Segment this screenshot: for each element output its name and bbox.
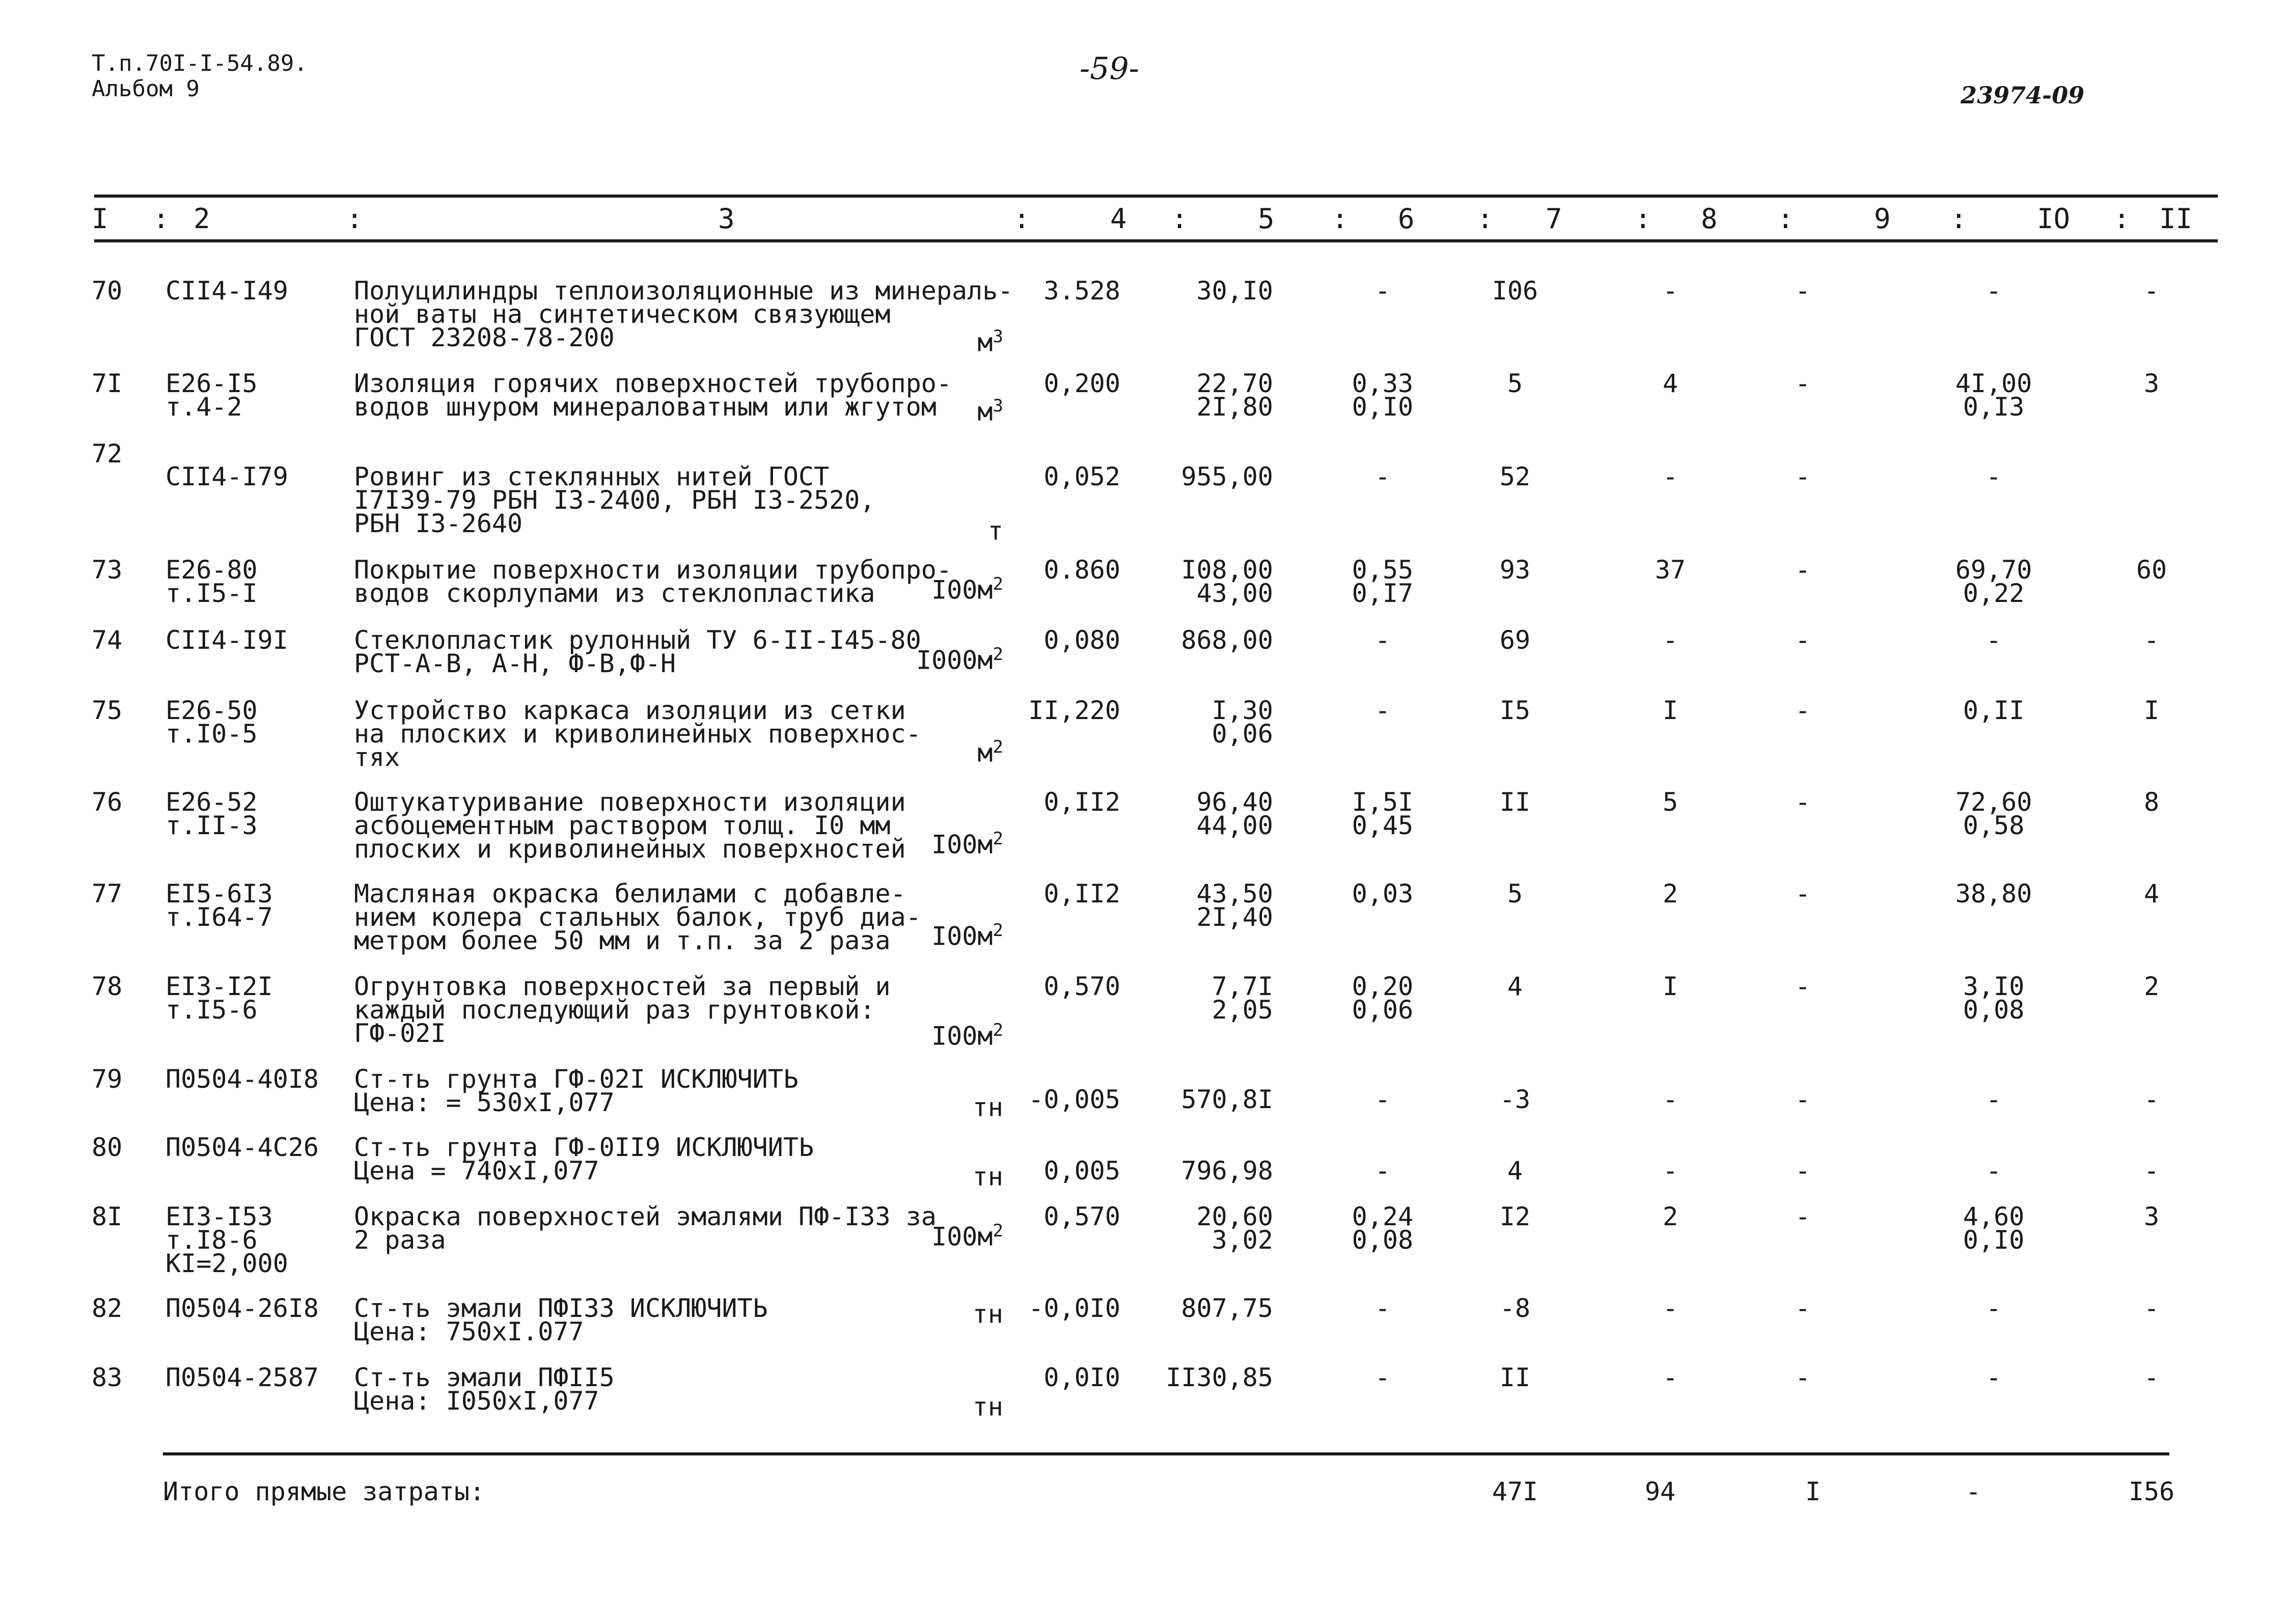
col-6-value: -	[1374, 625, 1391, 655]
work-description: Покрытие поверхности изоляции трубопро- водов скорлупами из стеклопластика	[354, 555, 952, 608]
col-10-value: -	[1986, 1085, 2002, 1114]
col-9-value: -	[1795, 1363, 1811, 1392]
col-10-value: 72,60 0,58	[1955, 787, 2032, 840]
unit: тн	[972, 1392, 1003, 1422]
unit-cost: 30,I0	[1196, 276, 1273, 306]
col-7-value: 4	[1507, 972, 1523, 1001]
quantity: 0,0I0	[1043, 1363, 1120, 1392]
total-col-7: 47I	[1492, 1477, 1538, 1506]
col-10-value: 38,80	[1955, 879, 2032, 909]
unit-cost: 20,60 3,02	[1196, 1202, 1273, 1255]
col-11-value: -	[2143, 1085, 2160, 1114]
total-col-10: -	[1965, 1477, 1981, 1506]
unit-cost: I,30 0,06	[1211, 696, 1273, 749]
work-description: Масляная окраска белилами с добавле- нием колера стальных балок, труб диа- метром более 50 мм и т.п. за 2 раза	[354, 879, 921, 955]
col-10-value: 4I,00 0,I3	[1955, 369, 2032, 422]
quantity: 0,200	[1043, 369, 1120, 398]
col-8-value: -	[1662, 625, 1678, 655]
col-9-value: -	[1795, 972, 1811, 1001]
unit-cost: II30,85	[1166, 1363, 1273, 1392]
document-code: 23974-09	[1961, 81, 2085, 109]
col-9-value: -	[1795, 462, 1811, 491]
row-number: 72	[92, 439, 123, 469]
unit: $м^3$	[977, 326, 1003, 357]
rate-code: EI5-6I3 т.I64-7	[166, 879, 273, 932]
work-description: Ст-ть эмали ПФII5 Цена: I050xI,077	[354, 1363, 615, 1416]
col-6-value: 0,55 0,I7	[1352, 555, 1414, 608]
col-6-value: -	[1374, 1293, 1391, 1323]
work-description: Стеклопластик рулонный ТУ 6-II-I45-80 РСТ-А-В, А-Н, Ф-В,Ф-Н	[354, 625, 921, 678]
col-separator: :	[1777, 203, 1794, 235]
col-10-value: -	[1986, 1293, 2002, 1323]
col-6-value: -	[1374, 276, 1391, 306]
rate-code: EI3-I2I т.I5-6	[166, 972, 273, 1025]
col-6-value: -	[1374, 1085, 1391, 1114]
col-separator: :	[1171, 203, 1188, 235]
col-10-value: -	[1986, 1363, 2002, 1392]
col-separator: :	[1950, 203, 1967, 235]
unit-cost: 570,8I	[1181, 1085, 1273, 1114]
quantity: 0,570	[1043, 1202, 1120, 1231]
page-number: -59-	[1080, 51, 1139, 87]
unit: $м^3$	[977, 396, 1003, 427]
col-7-value: 5	[1507, 879, 1523, 909]
col-11-value: 8	[2143, 787, 2160, 817]
quantity: 0,II2	[1043, 879, 1120, 909]
col-8-value: 2	[1662, 879, 1678, 909]
col-8-value: -	[1662, 1293, 1678, 1323]
unit-cost: 796,98	[1181, 1156, 1273, 1186]
unit: тн	[972, 1299, 1003, 1329]
col-9-value: -	[1795, 1156, 1811, 1186]
rate-code: E26-50 т.I0-5	[166, 696, 258, 749]
unit-cost: 43,50 2I,40	[1196, 879, 1273, 932]
total-col-11: I56	[2128, 1477, 2175, 1506]
unit: т	[987, 516, 1003, 546]
quantity: II,220	[1028, 696, 1120, 725]
work-description: Полуцилиндры теплоизоляционные из минераль- ной ваты на синтетическом связующем ГОСТ 23208-78-200	[354, 276, 1013, 352]
col-10-value: 0,II	[1963, 696, 2025, 725]
col-11-value: 60	[2136, 555, 2167, 585]
col-8-value: -	[1662, 1156, 1678, 1186]
album-number: Альбом 9	[92, 76, 200, 102]
total-col-9: I	[1805, 1477, 1821, 1506]
col-11-value: -	[2143, 276, 2160, 306]
row-number: 74	[92, 625, 123, 655]
col-header-7: 7	[1546, 203, 1562, 235]
rate-code: П0504-2587	[166, 1363, 319, 1392]
rate-code: П0504-4С26	[166, 1133, 319, 1162]
row-number: 80	[92, 1133, 123, 1162]
rate-code: П0504-26I8	[166, 1293, 319, 1323]
col-10-value: 3,I0 0,08	[1963, 972, 2025, 1025]
unit-cost: 7,7I 2,05	[1211, 972, 1273, 1025]
quantity: 0,II2	[1043, 787, 1120, 817]
rate-code: CII4-I9I	[166, 625, 288, 655]
row-number: 78	[92, 972, 123, 1001]
col-10-value: -	[1986, 1156, 2002, 1186]
col-6-value: I,5I 0,45	[1352, 787, 1414, 840]
col-header-10: IO	[2037, 203, 2071, 235]
col-8-value: 37	[1655, 555, 1686, 585]
col-header-2: 2	[194, 203, 210, 235]
row-number: 70	[92, 276, 123, 306]
col-8-value: I	[1662, 972, 1678, 1001]
col-separator: :	[1332, 203, 1348, 235]
work-description: Огрунтовка поверхностей за первый и каждый последующий раз грунтовкой: ГФ-02I	[354, 972, 891, 1048]
col-11-value: -	[2143, 625, 2160, 655]
col-9-value: -	[1795, 787, 1811, 817]
work-description: Ст-ть эмали ПФI33 ИСКЛЮЧИТЬ Цена: 750xI.077	[354, 1293, 768, 1346]
unit: $I00м^2$	[931, 920, 1003, 951]
work-description: Ст-ть грунта ГФ-0II9 ИСКЛЮЧИТЬ Цена = 740xI,077	[354, 1133, 814, 1186]
col-separator: :	[1477, 203, 1494, 235]
col-11-value: 3	[2143, 1202, 2160, 1231]
col-7-value: 69	[1499, 625, 1531, 655]
col-10-value: 69,70 0,22	[1955, 555, 2032, 608]
quantity: 0,052	[1043, 462, 1120, 491]
quantity: -0,005	[1028, 1085, 1120, 1114]
col-header-4: 4	[1110, 203, 1127, 235]
col-7-value: II	[1499, 787, 1531, 817]
unit-cost: 955,00	[1181, 462, 1273, 491]
quantity: 0,570	[1043, 972, 1120, 1001]
col-6-value: 0,24 0,08	[1352, 1202, 1414, 1255]
col-9-value: -	[1795, 555, 1811, 585]
col-header-9: 9	[1874, 203, 1891, 235]
col-8-value: -	[1662, 1085, 1678, 1114]
col-separator: :	[153, 203, 170, 235]
col-6-value: 0,03	[1352, 879, 1414, 909]
col-6-value: -	[1374, 1156, 1391, 1186]
row-number: 75	[92, 696, 123, 725]
col-7-value: -3	[1499, 1085, 1531, 1114]
col-9-value: -	[1795, 879, 1811, 909]
col-separator: :	[2113, 203, 2130, 235]
col-7-value: -8	[1499, 1293, 1531, 1323]
row-number: 76	[92, 787, 123, 817]
unit: $I00м^2$	[931, 574, 1003, 605]
col-6-value: -	[1374, 462, 1391, 491]
col-header-5: 5	[1258, 203, 1275, 235]
work-description: Устройство каркаса изоляции из сетки на плоских и криволинейных поверхнос- тях	[354, 696, 921, 772]
row-number: 8I	[92, 1202, 123, 1231]
col-separator: :	[346, 203, 363, 235]
quantity: 3.528	[1043, 276, 1120, 306]
col-7-value: 93	[1499, 555, 1531, 585]
col-11-value: 2	[2143, 972, 2160, 1001]
col-9-value: -	[1795, 1293, 1811, 1323]
unit-cost: 96,40 44,00	[1196, 787, 1273, 840]
col-header-6: 6	[1398, 203, 1415, 235]
row-number: 83	[92, 1363, 123, 1392]
rate-code: П0504-40I8	[166, 1064, 319, 1094]
work-description: Окраска поверхностей эмалями ПФ-I33 за 2 раза	[354, 1202, 937, 1255]
col-11-value: -	[2143, 1293, 2160, 1323]
unit-cost: I08,00 43,00	[1181, 555, 1273, 608]
row-number: 73	[92, 555, 123, 585]
col-7-value: I06	[1492, 276, 1538, 306]
total-label: Итого прямые затраты:	[163, 1477, 485, 1506]
col-6-value: 0,20 0,06	[1352, 972, 1414, 1025]
total-col-8: 94	[1644, 1477, 1676, 1506]
col-8-value: I	[1662, 696, 1678, 725]
unit: $I00м^2$	[931, 829, 1003, 860]
col-6-value: -	[1374, 696, 1391, 725]
rate-code: EI3-I53 т.I8-6 KI=2,000	[166, 1202, 288, 1278]
unit-cost: 22,70 2I,80	[1196, 369, 1273, 422]
col-9-value: -	[1795, 369, 1811, 398]
rate-code: CII4-I49	[166, 276, 288, 306]
col-11-value: 4	[2143, 879, 2160, 909]
col-7-value: I2	[1499, 1202, 1531, 1231]
unit-cost: 868,00	[1181, 625, 1273, 655]
col-header-3: 3	[718, 203, 735, 235]
work-description: Ст-ть грунта ГФ-02I ИСКЛЮЧИТЬ Цена: = 530xI,077	[354, 1064, 798, 1117]
col-10-value: -	[1986, 276, 2002, 306]
unit: $м^2$	[977, 737, 1003, 768]
col-separator: :	[1013, 203, 1030, 235]
header-left	[92, 51, 308, 102]
col-10-value: -	[1986, 462, 2002, 491]
rate-code: E26-80 т.I5-I	[166, 555, 258, 608]
work-description: Оштукатуривание поверхности изоляции асбоцементным раствором толщ. I0 мм плоских и криволинейных поверхностей	[354, 787, 906, 864]
col-separator: :	[1635, 203, 1651, 235]
col-9-value: -	[1795, 1085, 1811, 1114]
unit: $I000м^2$	[916, 644, 1003, 675]
col-11-value: -	[2143, 1363, 2160, 1392]
col-9-value: -	[1795, 625, 1811, 655]
row-number: 7I	[92, 369, 123, 398]
rate-code: E26-I5 т.4-2	[166, 369, 258, 422]
col-9-value: -	[1795, 276, 1811, 306]
row-number: 82	[92, 1293, 123, 1323]
col-8-value: 4	[1662, 369, 1678, 398]
col-7-value: 5	[1507, 369, 1523, 398]
quantity: -0,0I0	[1028, 1293, 1120, 1323]
rate-code: E26-52 т.II-3	[166, 787, 258, 840]
col-8-value: -	[1662, 276, 1678, 306]
col-header-1: I	[92, 203, 108, 235]
col-9-value: -	[1795, 696, 1811, 725]
quantity: 0,080	[1043, 625, 1120, 655]
col-9-value: -	[1795, 1202, 1811, 1231]
col-8-value: 2	[1662, 1202, 1678, 1231]
col-8-value: -	[1662, 1363, 1678, 1392]
col-11-value: -	[2143, 1156, 2160, 1186]
totals-rule	[163, 1452, 2169, 1455]
work-description: Изоляция горячих поверхностей трубопро- водов шнуром минераловатным или жгутом	[354, 369, 952, 422]
col-7-value: I5	[1499, 696, 1531, 725]
quantity: 0,005	[1043, 1156, 1120, 1186]
table-header-rule	[94, 239, 2218, 242]
unit: тн	[972, 1092, 1003, 1122]
col-10-value: -	[1986, 625, 2002, 655]
row-number: 77	[92, 879, 123, 909]
work-description: Ровинг из стеклянных нитей ГОСТ I7I39-79 РБН I3-2400, РБН I3-2520, РБН I3-2640	[354, 462, 875, 538]
rate-code: CII4-I79	[166, 462, 288, 491]
unit-cost: 807,75	[1181, 1293, 1273, 1323]
unit: тн	[972, 1162, 1003, 1192]
col-header-11: II	[2159, 203, 2193, 235]
col-header-8: 8	[1701, 203, 1718, 235]
col-6-value: -	[1374, 1363, 1391, 1392]
col-6-value: 0,33 0,I0	[1352, 369, 1414, 422]
row-number: 79	[92, 1064, 123, 1094]
col-8-value: -	[1662, 462, 1678, 491]
col-10-value: 4,60 0,I0	[1963, 1202, 2025, 1255]
col-11-value: 3	[2143, 369, 2160, 398]
unit: $I00м^2$	[931, 1221, 1003, 1252]
album-ref: Т.п.70I-I-54.89.	[92, 50, 308, 76]
col-7-value: 4	[1507, 1156, 1523, 1186]
col-7-value: 52	[1499, 462, 1531, 491]
col-7-value: II	[1499, 1363, 1531, 1392]
table-top-rule	[94, 195, 2218, 198]
col-11-value: I	[2143, 696, 2160, 725]
unit: $I00м^2$	[931, 1020, 1003, 1051]
quantity: 0.860	[1043, 555, 1120, 585]
col-8-value: 5	[1662, 787, 1678, 817]
